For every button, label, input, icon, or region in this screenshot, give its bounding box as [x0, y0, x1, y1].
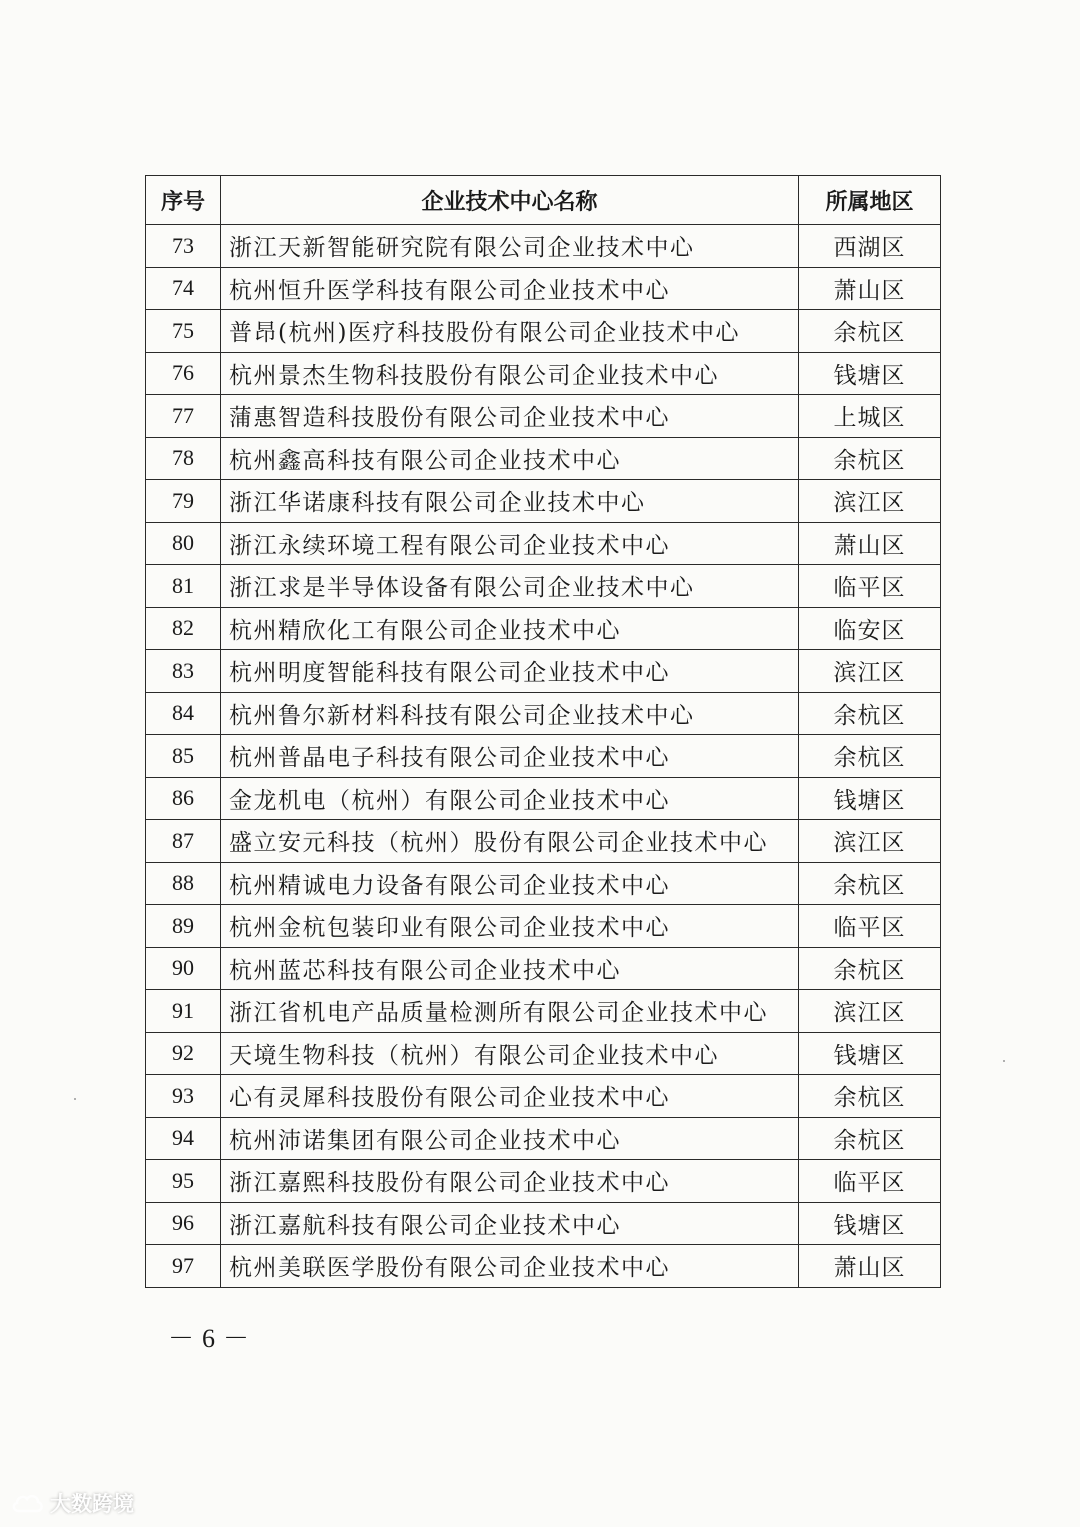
- table-row: [146, 1075, 941, 1118]
- row-serial: 74: [146, 267, 221, 310]
- table-row: [146, 437, 941, 480]
- row-serial: 97: [146, 1245, 221, 1288]
- row-center-name: 杭州普晶电子科技有限公司企业技术中心: [221, 735, 799, 778]
- row-serial: 79: [146, 480, 221, 523]
- row-serial: 85: [146, 735, 221, 778]
- row-region: 西湖区: [799, 225, 941, 268]
- row-serial: 83: [146, 650, 221, 693]
- document-table-container: [145, 175, 940, 1288]
- row-center-name: 杭州精诚电力设备有限公司企业技术中心: [221, 862, 799, 905]
- row-center-name: 杭州鲁尔新材料科技有限公司企业技术中心: [221, 692, 799, 735]
- table-row: [146, 1202, 941, 1245]
- row-serial: 80: [146, 522, 221, 565]
- row-region: 滨江区: [799, 820, 941, 863]
- table-row: [146, 225, 941, 268]
- row-region: 余杭区: [799, 735, 941, 778]
- row-serial: 96: [146, 1202, 221, 1245]
- table-row: [146, 1117, 941, 1160]
- row-region: 钱塘区: [799, 352, 941, 395]
- table-row: [146, 650, 941, 693]
- row-serial: 92: [146, 1032, 221, 1075]
- row-center-name: 浙江永续环境工程有限公司企业技术中心: [221, 522, 799, 565]
- table-row: [146, 990, 941, 1033]
- row-region: 滨江区: [799, 990, 941, 1033]
- scan-speck: [74, 1098, 76, 1100]
- row-center-name: 金龙机电（杭州）有限公司企业技术中心: [221, 777, 799, 820]
- row-serial: 81: [146, 565, 221, 608]
- row-center-name: 浙江嘉航科技有限公司企业技术中心: [221, 1202, 799, 1245]
- row-center-name: 心有灵犀科技股份有限公司企业技术中心: [221, 1075, 799, 1118]
- row-serial: 93: [146, 1075, 221, 1118]
- row-center-name: 杭州美联医学股份有限公司企业技术中心: [221, 1245, 799, 1288]
- row-center-name: 浙江华诺康科技有限公司企业技术中心: [221, 480, 799, 523]
- table-row: [146, 352, 941, 395]
- table-row: [146, 735, 941, 778]
- row-serial: 73: [146, 225, 221, 268]
- table-header-row: [146, 176, 941, 225]
- table-row: [146, 820, 941, 863]
- table-row: [146, 565, 941, 608]
- row-region: 滨江区: [799, 650, 941, 693]
- row-center-name: 杭州鑫高科技有限公司企业技术中心: [221, 437, 799, 480]
- row-region: 滨江区: [799, 480, 941, 523]
- table-body: [146, 225, 941, 1288]
- watermark: [10, 1488, 134, 1518]
- row-region: 临安区: [799, 607, 941, 650]
- row-center-name: 盛立安元科技（杭州）股份有限公司企业技术中心: [221, 820, 799, 863]
- row-center-name: 浙江省机电产品质量检测所有限公司企业技术中心: [221, 990, 799, 1033]
- row-center-name: 杭州蓝芯科技有限公司企业技术中心: [221, 947, 799, 990]
- header-region: 所属地区: [799, 176, 941, 225]
- row-center-name: 杭州明度智能科技有限公司企业技术中心: [221, 650, 799, 693]
- watermark-text: 大数跨境: [50, 1492, 134, 1516]
- row-center-name: 杭州恒升医学科技有限公司企业技术中心: [221, 267, 799, 310]
- row-serial: 87: [146, 820, 221, 863]
- row-center-name: 天境生物科技（杭州）有限公司企业技术中心: [221, 1032, 799, 1075]
- table-row: [146, 947, 941, 990]
- table-row: [146, 607, 941, 650]
- scan-speck: [1003, 1060, 1005, 1062]
- row-region: 萧山区: [799, 522, 941, 565]
- row-region: 临平区: [799, 1160, 941, 1203]
- row-region: 临平区: [799, 565, 941, 608]
- page-number: －6－: [168, 1324, 258, 1353]
- row-region: 钱塘区: [799, 777, 941, 820]
- row-serial: 78: [146, 437, 221, 480]
- row-region: 余杭区: [799, 692, 941, 735]
- table-row: [146, 1160, 941, 1203]
- row-center-name: 浙江求是半导体设备有限公司企业技术中心: [221, 565, 799, 608]
- row-region: 临平区: [799, 905, 941, 948]
- row-region: 萧山区: [799, 1245, 941, 1288]
- table-row: [146, 905, 941, 948]
- table-row: [146, 395, 941, 438]
- row-center-name: 普昂(杭州)医疗科技股份有限公司企业技术中心: [221, 310, 799, 353]
- table-row: [146, 480, 941, 523]
- row-region: 余杭区: [799, 1075, 941, 1118]
- row-center-name: 杭州景杰生物科技股份有限公司企业技术中心: [221, 352, 799, 395]
- row-region: 萧山区: [799, 267, 941, 310]
- row-serial: 94: [146, 1117, 221, 1160]
- row-region: 钱塘区: [799, 1202, 941, 1245]
- row-center-name: 杭州精欣化工有限公司企业技术中心: [221, 607, 799, 650]
- row-serial: 77: [146, 395, 221, 438]
- row-region: 余杭区: [799, 947, 941, 990]
- row-region: 余杭区: [799, 310, 941, 353]
- row-serial: 89: [146, 905, 221, 948]
- table-row: [146, 1032, 941, 1075]
- row-region: 余杭区: [799, 1117, 941, 1160]
- header-center-name: 企业技术中心名称: [221, 176, 799, 225]
- row-serial: 86: [146, 777, 221, 820]
- row-region: 余杭区: [799, 862, 941, 905]
- row-serial: 76: [146, 352, 221, 395]
- row-serial: 82: [146, 607, 221, 650]
- row-serial: 91: [146, 990, 221, 1033]
- table-row: [146, 522, 941, 565]
- row-center-name: 杭州金杭包装印业有限公司企业技术中心: [221, 905, 799, 948]
- table-row: [146, 692, 941, 735]
- row-serial: 95: [146, 1160, 221, 1203]
- row-serial: 88: [146, 862, 221, 905]
- row-region: 上城区: [799, 395, 941, 438]
- table-row: [146, 862, 941, 905]
- table-row: [146, 777, 941, 820]
- row-center-name: 杭州沛诺集团有限公司企业技术中心: [221, 1117, 799, 1160]
- row-center-name: 蒲惠智造科技股份有限公司企业技术中心: [221, 395, 799, 438]
- row-serial: 84: [146, 692, 221, 735]
- row-region: 钱塘区: [799, 1032, 941, 1075]
- row-center-name: 浙江嘉熙科技股份有限公司企业技术中心: [221, 1160, 799, 1203]
- cloud-logo-icon: [10, 1491, 44, 1515]
- row-region: 余杭区: [799, 437, 941, 480]
- table-row: [146, 267, 941, 310]
- enterprise-tech-center-table: [145, 175, 941, 1288]
- row-center-name: 浙江天新智能研究院有限公司企业技术中心: [221, 225, 799, 268]
- table-row: [146, 310, 941, 353]
- row-serial: 90: [146, 947, 221, 990]
- header-serial: 序号: [146, 176, 221, 225]
- row-serial: 75: [146, 310, 221, 353]
- table-row: [146, 1245, 941, 1288]
